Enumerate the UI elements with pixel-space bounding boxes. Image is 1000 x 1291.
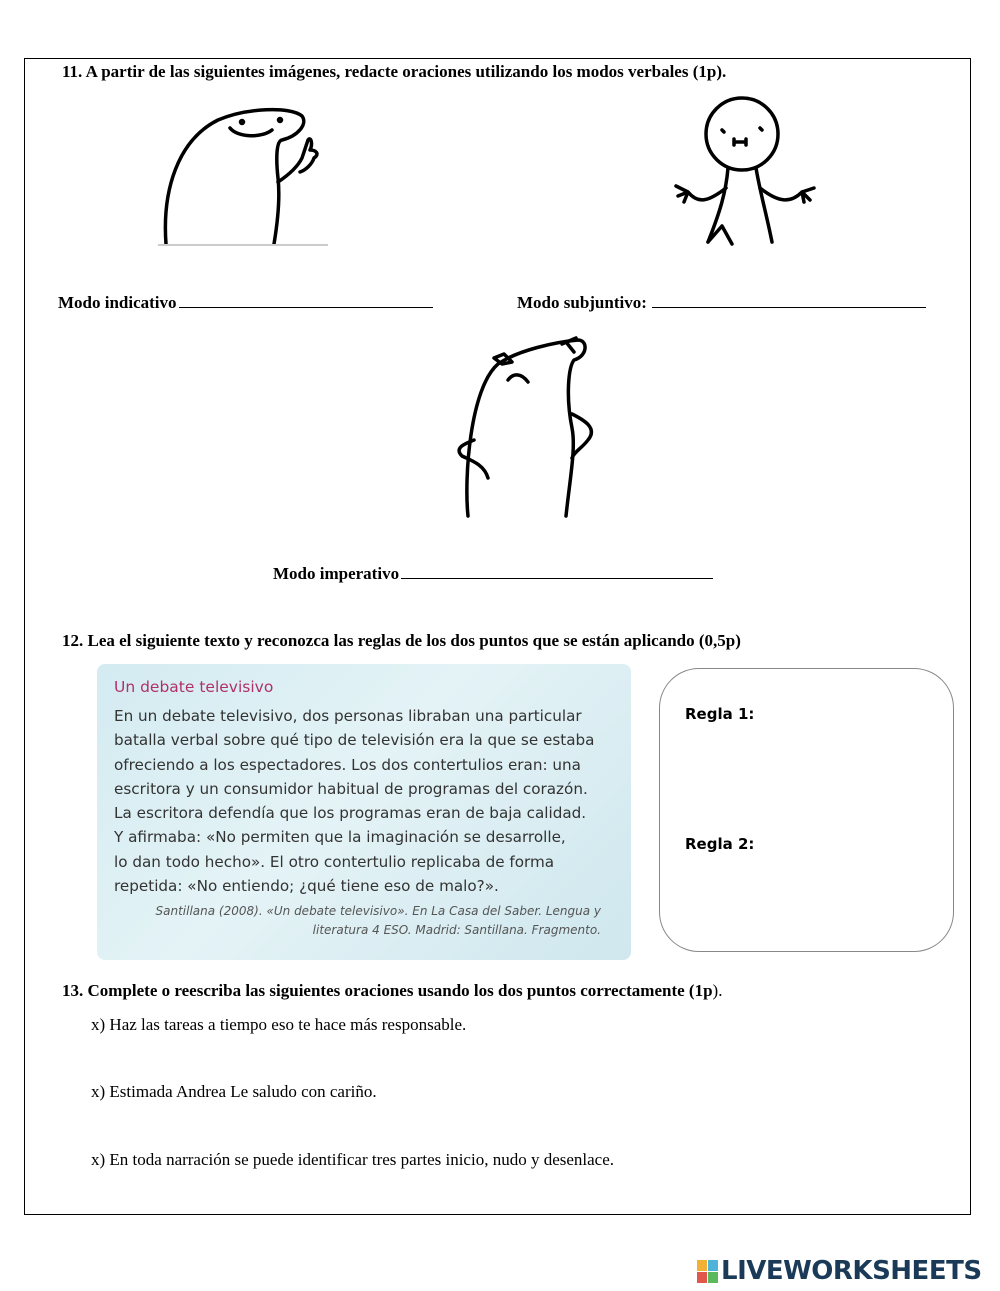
- reading-line: lo dan todo hecho». El otro contertulio replicaba de forma: [114, 852, 555, 871]
- indicativo-label: Modo indicativo: [58, 293, 433, 313]
- meme-shrug-figure: [668, 92, 833, 252]
- reading-text-box: [97, 664, 631, 960]
- meme-angry-figure: [448, 328, 608, 520]
- reading-line: La escritora defendía que los programas eran de baja calidad.: [114, 804, 587, 823]
- sentence-item[interactable]: x) En toda narración se puede identificar tres partes inicio, nudo y desenlace.: [91, 1150, 615, 1169]
- reading-line: escritora y un consumidor habitual de programas del corazón.: [114, 779, 588, 798]
- rules-answer-box[interactable]: [659, 668, 954, 952]
- logo-block: [708, 1272, 718, 1283]
- question-13-title: 13. Complete o reescriba las siguientes oraciones usando los dos puntos correctamente (1p).: [62, 981, 723, 1000]
- subjuntivo-answer-line[interactable]: [652, 306, 926, 308]
- sentence-item[interactable]: x) Haz las tareas a tiempo eso te hace más responsable.: [91, 1015, 467, 1034]
- logo-block: [697, 1260, 707, 1271]
- logo-block: [697, 1272, 707, 1283]
- subjuntivo-label: Modo subjuntivo:: [517, 293, 926, 313]
- rule-1-label: Regla 1:: [685, 705, 755, 723]
- logo-text: LIVEWORKSHEETS: [721, 1256, 982, 1286]
- reading-body: [114, 704, 615, 898]
- logo-blocks-icon: [697, 1260, 718, 1283]
- imperativo-answer-line[interactable]: [401, 577, 713, 579]
- indicativo-answer-line[interactable]: [179, 306, 433, 308]
- reading-line: En un debate televisivo, dos personas libraban una particular: [114, 707, 582, 725]
- question-12-title: 12. Lea el siguiente texto y reconozca las reglas de los dos puntos que se están aplicando (0,5p): [62, 631, 741, 650]
- imperativo-label: Modo imperativo: [273, 564, 713, 584]
- reading-title: Un debate televisivo: [114, 678, 274, 696]
- liveworksheets-logo: [697, 1256, 982, 1286]
- meme-thumbs-up-figure: [158, 100, 333, 248]
- sentence-item[interactable]: x) Estimada Andrea Le saludo con cariño.: [91, 1082, 377, 1101]
- reading-citation: Santillana (2008). «Un debate televisivo». En La Casa del Saber. Lengua y literatura 4 ESO. Madrid: Santillana. Fragmento.: [155, 904, 601, 938]
- rule-2-label: Regla 2:: [685, 835, 755, 853]
- reading-line: batalla verbal sobre qué tipo de televisión era la que se estaba: [114, 731, 595, 750]
- reading-line: repetida: «No entiendo; ¿qué tiene eso de malo?».: [114, 877, 499, 896]
- logo-block: [708, 1260, 718, 1271]
- question-11-title: 11. A partir de las siguientes imágenes, redacte oraciones utilizando los modos verbales (1p).: [62, 62, 727, 81]
- reading-line: Y afirmaba: «No permiten que la imaginación se desarrolle,: [114, 828, 566, 847]
- reading-line: ofreciendo a los espectadores. Los dos contertulios eran: una: [114, 755, 581, 774]
